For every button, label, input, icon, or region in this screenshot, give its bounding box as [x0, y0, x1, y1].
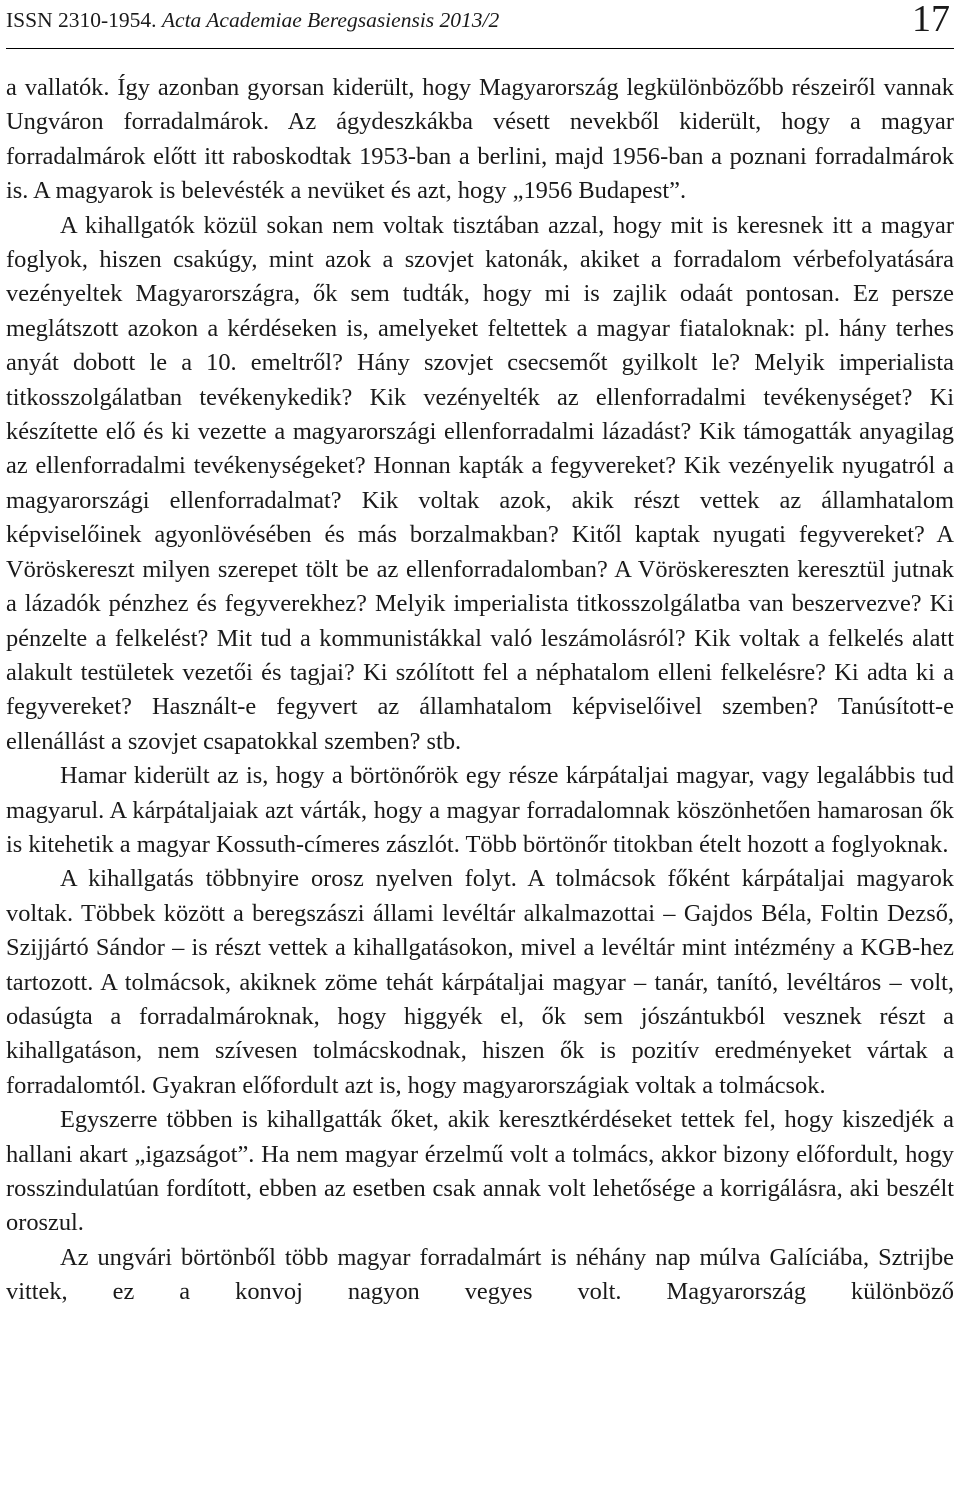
running-header [6, 0, 954, 49]
paragraph: Hamar kiderült az is, hogy a börtönőrök egy része kárpátaljai magyar, vagy legalábbis tud magyarul. A kárpátaljaiak azt várták, hogy a magyar forradalomnak köszönhetően hamarosan ők is kitehetik a magyar Kossuth-címeres zászlót. Több börtönőr titokban ételt hozott a foglyoknak. [6, 762, 954, 858]
paragraph: Egyszerre többen is kihallgatták őket, akik keresztkérdéseket tettek fel, hogy kiszedjék a hallani akart „igazságot”. Ha nem magyar érzelmű volt a tolmács, akkor bizony előfordult, hogy rosszindulatúan fordított, ebben az esetben csak annak volt lehetősége a korrigálásra, aki beszélt oroszul. [6, 1106, 954, 1237]
page-number: 17 [912, 0, 950, 40]
paragraph: A kihallgatók közül sokan nem voltak tisztában azzal, hogy mit is keresnek itt a magyar foglyok, hiszen csakúgy, mint azok a szovjet katonák, akiket a forradalom vérbefolyatására vezényeltek Magyarországra, ők sem tudták, hogy mi is zajlik odaát pontosan. Ez persze meglátszott azokon a kérdéseken is, amelyeket feltettek a magyar fiataloknak: pl. hány terhes anyát dobott le a 10. emeltről? Hány szovjet csecsemőt gyilkolt le? Melyik imperialista titkosszolgálatban tevékenykedik? Kik vezényelték az ellenforradalmi tevékenységet? Ki készítette elő és ki vezette a magyarországi ellenforradalmi lázadást? Kik támogatták anyagilag az ellenforradalmi tevékenységeket? Honnan kapták a fegyvereket? Kik vezényelik nyugatról a magyarországi ellenforradalmat? Kik voltak azok, akik részt vettek az államhatalom képviselőinek agyonlövésében és más borzalmakban? Kitől kaptak nyugati fegyvereket? A Vöröskereszt milyen szerepet tölt be az ellenforradalomban? A Vöröskereszten keresztül jutnak a lázadók pénzhez és fegyverekhez? Melyik imperialista titkosszolgálatba van beszervezve? Ki pénzelte a felkelést? Mit tud a kommunistákkal való leszámolásról? Kik voltak a felkelés alatt alakult testületek vezetői és tagjai? Ki szólított fel a néphatalom elleni felkelésre? Ki adta ki a fegyvereket? Használt-e fegyvert az államhatalom képviselőivel szemben? Tanúsított-e ellenállást a szovjet csapatokkal szemben? stb. [6, 211, 954, 755]
paragraph: Az ungvári börtönből több magyar forradalmárt is néhány nap múlva Galíciába, Sztrijbe vittek, ez a konvoj nagyon vegyes volt. Magyarország különböző [6, 1243, 954, 1306]
paragraph: a vallatók. Így azonban gyorsan kiderült, hogy Magyarország legkülönbözőbb részeiről vannak Ungváron forradalmárok. Az ágydeszkákba vésett nevekből kiderült, hogy a magyar forradalmárok előtt itt raboskodtak 1953-ban a berlini, majd 1956-ban a poznani forradalmárok is. A magyarok is belevésték a nevüket és azt, hogy „1956 Budapest”. [6, 74, 954, 205]
journal-title: Acta Academiae Beregsasiensis 2013/2 [161, 8, 500, 32]
paragraph: A kihallgatás többnyire orosz nyelven folyt. A tolmácsok főként kárpátaljai magyarok voltak. Többek között a beregszászi állami levéltár alkalmazottai – Gajdos Béla, Foltin Dezső, Szijjártó Sándor – is részt vettek a kihallgatásokon, mivel a levéltár mint intézmény a KGB-hez tartozott. A tolmácsok, akiknek zöme tehát kárpátaljai magyar – tanár, tanító, levéltáros – volt, odasúgta a forradalmároknak, hogy higgyék el, ők sem jószántukból vesznek részt a kihallgatáson, nem szívesen tolmácskodnak, hiszen ők is pozitív eredményeket vártak a forradalomtól. Gyakran előfordult azt is, hogy magyarországiak voltak a tolmácsok. [6, 865, 954, 1099]
article-body [6, 71, 954, 1310]
issn-text: ISSN 2310-1954. [6, 8, 157, 32]
journal-citation [6, 2, 499, 38]
